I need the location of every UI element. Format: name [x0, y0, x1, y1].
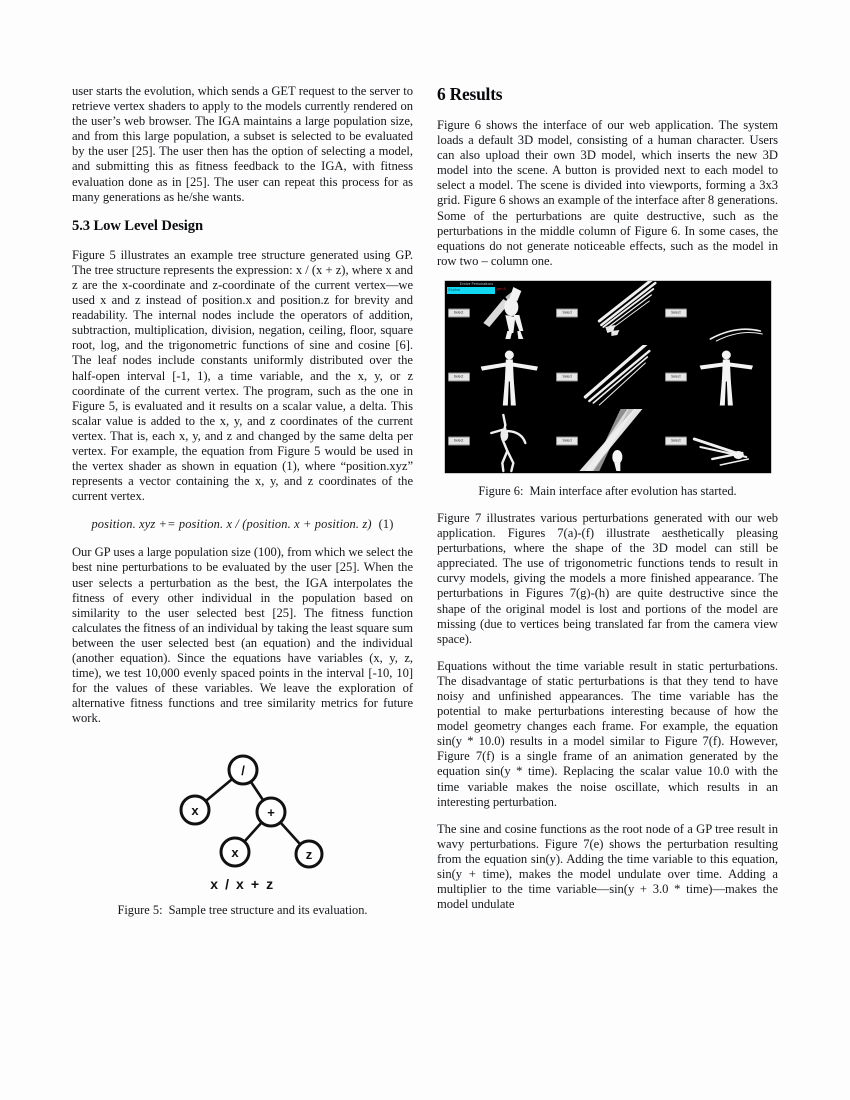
- model-render: [575, 409, 660, 473]
- left-column: [72, 84, 413, 924]
- paragraph-sine-cosine: The sine and cosine functions as the root node of a GP tree result in wavy perturbations. Figure 7(e) shows the perturbation resulting from the equation sin(y). Adding the time variable to this equation, sin(y + time), makes the model undulate over time. Adding a multiplier to the time variable—sin(y + 3.0 * time)—makes the model undulate: [437, 821, 778, 912]
- control-panel-title: Evolve Perturbations: [459, 281, 494, 286]
- viewport-cell[interactable]: [553, 345, 662, 409]
- app-screenshot: [445, 281, 771, 473]
- tree-node-plus-label: +: [266, 805, 275, 821]
- model-stick-figure-bent: [467, 409, 552, 473]
- paragraph-figure7-intro: Figure 7 illustrates various perturbations generated with our web application. Figures 7(a)-(f) illustrate aesthetically pleasing perturbations, where the shape of the 3D model can still be appreciated. The use of trigonometric functions tends to result in curvy models, giving the models a more finished appearance. The perturbations in Figures 7(g)-(h) are quite destructive since the shape of the original model is lost and portions of the model are missing (due to vertices being translated far from the camera view space).: [437, 510, 778, 646]
- select-button[interactable]: Select: [556, 308, 578, 317]
- tree-diagram: [143, 754, 343, 874]
- tree-node-plus-right-label: z: [305, 847, 312, 863]
- figure-6-caption-text: Main interface after evolution has started.: [529, 483, 737, 498]
- select-button[interactable]: Select: [448, 436, 470, 445]
- paragraph-continued: user starts the evolution, which sends a GET request to the server to retrieve vertex shaders to apply to the models currently rendered on the user’s web browser. The IGA maintains a large population size, and from this large population, a subset is selected to be evaluated by the user [25]. The user then has the option of selecting a model, and submitting this as fitness feedback to the IGA, with fitness evaluation done as in [25]. The user can repeat this process for as many generations as he/she wants.: [72, 84, 413, 204]
- equation-1-expression: position. xyz += position. x / (position. x + position. z): [91, 517, 372, 532]
- model-render: [684, 281, 769, 345]
- tree-expression-label: x / x + z: [210, 876, 275, 893]
- paragraph-gp-population: Our GP uses a large population size (100), from which we select the best nine perturbations to be evaluated by the user [25]. When the user selects a perturbation as the best, the IGA interpolates the fitness of every other individual in the population based on similarity to the user selected best [25]. The fitness function calculates the fitness of an individual by taking the least square sum between the user selected best (an equation) and the individual (another equation). Since the equations have variables (x, y, z, time), we test 10,000 evenly spaced points in the interval [-10, 10] for the values of these variables. We leave the exploration of alternative fitness functions and tree similarity metrics for future work.: [72, 545, 413, 726]
- model-render: [684, 409, 769, 473]
- viewport-grid: [445, 281, 771, 473]
- viewport-cell[interactable]: [553, 281, 662, 345]
- figure-5-caption: [72, 903, 413, 918]
- evolve-control-panel[interactable]: [447, 282, 507, 294]
- paragraph-static-perturbations: Equations without the time variable result in static perturbations. The disadvantage of static perturbations is that they tend to have noisy and unfinished appearances. The time variable has the potential to make perturbations interesting because of how the model geometry changes each frame. For example, the equation sin(y * 10.0) results in a model similar to Figure 7(f). However, Figure 7(f) is a single frame of an animation generated by the equation sin(y * time). Replacing the scalar value 10.0 with the time variable makes the noise oscillate, which results in an interesting perturbation.: [437, 658, 778, 809]
- paragraph-low-level-design: Figure 5 illustrates an example tree structure generated using GP. The tree structure represents the expression: x / (x + z), where x and z are the x-coordinate and z-coordinate of the current vertex—we used x and z instead of position.x and position.z for brevity and readability. The internal nodes include the operators of addition, subtraction, multiplication, division, negation, ceiling, floor, square root, log, and the trigonometric functions of sine and cosine [6]. The leaf nodes include constants uniformly distributed over the half-open interval [-1, 1), a time variable, and the x, y, or z coordinate of the current vertex. The program, such as the one in Figure 5, is evaluated and it results on a scalar value, a delta. This scalar value is added to the x, y, and z coordinates of the current vertex. That is, each x, y, and z and changed by the same delta per vertex. For example, the equation from Figure 5 would be used in the vertex shader as shown in equation (1), where “position.xyz” represents a vector containing the x, y, and z coordinates of the current vertex.: [72, 247, 413, 504]
- select-button[interactable]: Select: [665, 308, 687, 317]
- model-streaks-diagonal: [575, 345, 660, 409]
- generation-status: gen 8: [496, 286, 506, 291]
- figure-6-caption-number: Figure 6:: [478, 483, 524, 498]
- figure-5-caption-text: Sample tree structure and its evaluation.: [168, 903, 368, 918]
- viewport-cell[interactable]: [662, 409, 771, 473]
- model-render: [467, 345, 552, 409]
- tree-node-left-label: x: [190, 803, 199, 819]
- paragraph-results-intro: Figure 6 shows the interface of our web application. The system loads a default 3D model, consisting of a human character. Users can also upload their own 3D model, which inserts the new 3D model into the scene. A button is provided next to each model to select a model. The scene is divided into viewports, forming a 3x3 grid. Figure 6 shows an example of the interface after 8 generations. Some of the perturbations are quite destructive, such as the perturbations in the middle column of Figure 6. In some cases, the equations do not generate noticeable effects, such as the model in row two – column one.: [437, 118, 778, 268]
- figure-6: [437, 281, 778, 499]
- select-button[interactable]: Select: [556, 436, 578, 445]
- right-column: [437, 84, 778, 924]
- viewport-cell[interactable]: [445, 345, 554, 409]
- model-render: [575, 345, 660, 409]
- model-render: [575, 281, 660, 345]
- select-button[interactable]: Select: [665, 372, 687, 381]
- evolve-button-label: Evolve: [448, 288, 461, 293]
- figure-5: [72, 754, 413, 918]
- viewport-cell[interactable]: [445, 409, 554, 473]
- equation-1: [72, 516, 413, 532]
- tree-node-plus-left-label: x: [230, 845, 239, 861]
- select-button[interactable]: Select: [448, 372, 470, 381]
- model-render: [467, 409, 552, 473]
- tree-diagram-svg: [143, 754, 343, 874]
- evolve-button[interactable]: [447, 287, 495, 294]
- model-humanoid-tpose: [467, 345, 552, 409]
- tree-node-root-label: /: [240, 763, 245, 779]
- select-button[interactable]: Select: [665, 436, 687, 445]
- figure-5-caption-number: Figure 5:: [117, 903, 163, 918]
- viewport-cell[interactable]: [553, 409, 662, 473]
- viewport-cell[interactable]: [662, 345, 771, 409]
- model-render: [684, 345, 769, 409]
- model-streaks-diagonal: [575, 281, 660, 345]
- model-streak-fan: [575, 409, 660, 473]
- select-button[interactable]: Select: [556, 372, 578, 381]
- select-button[interactable]: Select: [448, 308, 470, 317]
- equation-1-number: (1): [378, 517, 394, 532]
- figure-6-caption: [437, 484, 778, 499]
- section-heading-results: 6 Results: [437, 84, 503, 104]
- viewport-cell[interactable]: [662, 281, 771, 345]
- section-heading-low-level-design: 5.3 Low Level Design: [72, 217, 203, 234]
- model-thin-arc: [684, 281, 769, 345]
- model-humanoid-tpose: [684, 345, 769, 409]
- model-collapsed-figure: [684, 409, 769, 473]
- tree-nodes: [181, 756, 322, 867]
- two-column-body: [72, 84, 778, 924]
